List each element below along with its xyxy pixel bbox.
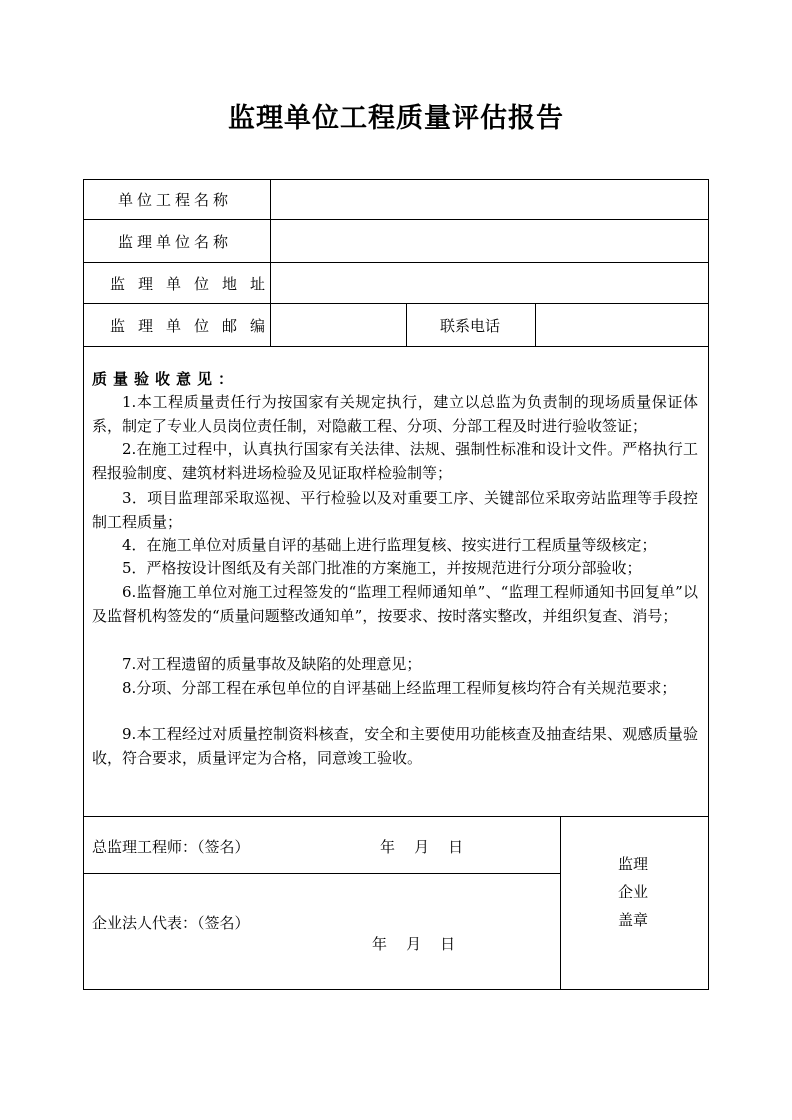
company-stamp-label: 监理 bbox=[618, 855, 649, 873]
unit-project-name-field[interactable] bbox=[271, 180, 708, 219]
company-stamp-label: 企业 bbox=[618, 883, 649, 901]
supervision-unit-name-field[interactable] bbox=[271, 220, 708, 262]
supervision-unit-address-label: 监理单位地址 bbox=[110, 275, 279, 293]
section-divider bbox=[83, 816, 709, 817]
supervision-unit-name-label: 监理单位名称 bbox=[118, 233, 233, 251]
legal-representative-signature-label: 企业法人代表：（签名） bbox=[92, 914, 250, 932]
unit-project-name-label: 单位工程名称 bbox=[118, 191, 233, 209]
company-stamp-label: 盖章 bbox=[618, 911, 649, 929]
chief-engineer-signature-label: 总监理工程师：（签名） bbox=[92, 838, 250, 856]
opinion-item: 7.对工程遗留的质量事故及缺陷的处理意见； bbox=[122, 655, 422, 673]
contact-phone-field[interactable] bbox=[536, 304, 708, 346]
row-divider bbox=[83, 346, 709, 347]
supervision-unit-address-field[interactable] bbox=[271, 263, 708, 303]
column-divider bbox=[406, 303, 407, 346]
opinion-item: 6.监督施工单位对施工过程签发的“监理工程师通知单”、“监理工程师通知书回复单”以及监督机构签发的“质量问题整改通知单”，按要求、按时落实整改，并组织复查、消号； bbox=[92, 583, 698, 625]
opinion-heading: 质量验收意见： bbox=[92, 370, 240, 388]
opinion-item: 9.本工程经过对质量控制资料核查，安全和主要使用功能核查及抽查结果、观感质量验收，符合要求，质量评定为合格，同意竣工验收。 bbox=[92, 725, 698, 767]
opinion-item: 4．在施工单位对质量自评的基础上进行监理复核、按实进行工程质量等级核定； bbox=[122, 536, 657, 554]
supervision-unit-postcode-label: 监理单位邮编 bbox=[110, 317, 279, 335]
contact-phone-label: 联系电话 bbox=[440, 317, 501, 335]
opinion-item: 1.本工程质量责任行为按国家有关规定执行，建立以总监为负责制的现场质量保证体系，制定了专业人员岗位责任制，对隐蔽工程、分项、分部工程及时进行验收签证； bbox=[92, 393, 698, 435]
opinion-item: 8.分项、分部工程在承包单位的自评基础上经监理工程师复核均符合有关规范要求； bbox=[122, 679, 677, 697]
supervision-unit-postcode-field[interactable] bbox=[271, 304, 406, 346]
column-divider bbox=[560, 816, 561, 990]
legal-representative-date: 年 月 日 bbox=[372, 935, 456, 953]
page-title: 监理单位工程质量评估报告 bbox=[228, 103, 564, 134]
opinion-item: 2.在施工过程中，认真执行国家有关法律、法规、强制性标准和设计文件。严格执行工程报验制度、建筑材料进场检验及见证取样检验制等； bbox=[92, 440, 698, 482]
row-divider bbox=[83, 873, 560, 874]
opinion-item: 5．严格按设计图纸及有关部门批准的方案施工，并按规范进行分项分部验收； bbox=[122, 559, 642, 577]
chief-engineer-date: 年 月 日 bbox=[380, 838, 464, 856]
opinion-item: 3．项目监理部采取巡视、平行检验以及对重要工序、关键部位采取旁站监理等手段控制工程质量； bbox=[92, 489, 698, 531]
